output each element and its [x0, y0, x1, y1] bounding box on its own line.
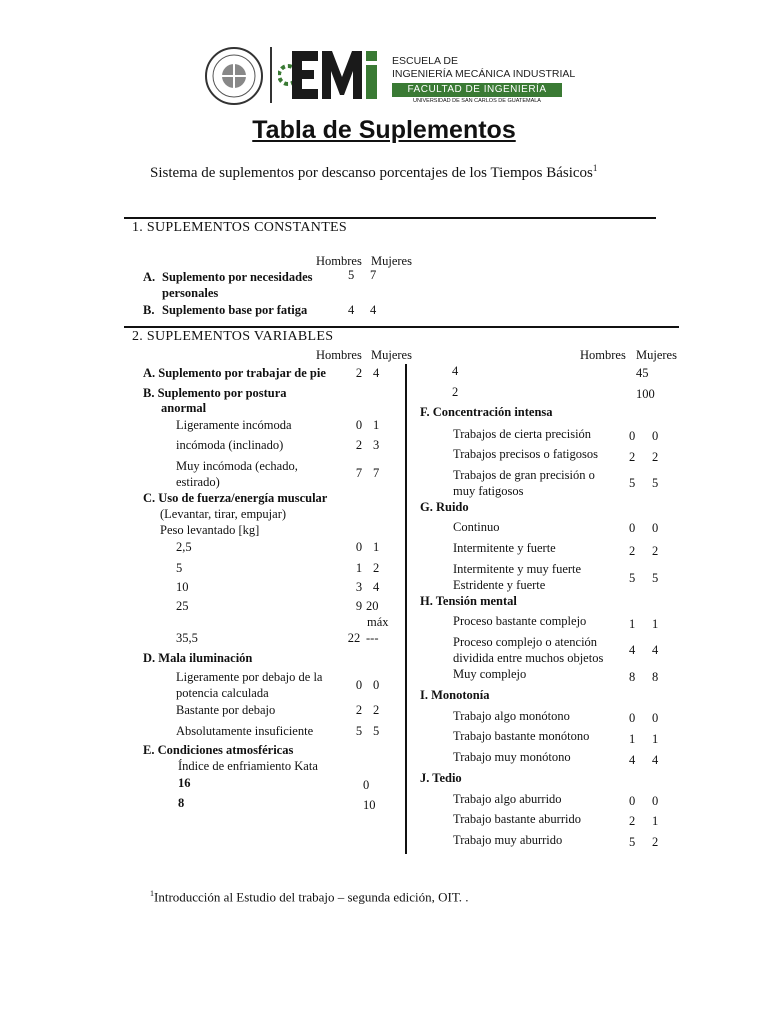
left-row-label: C. Uso de fuerza/energía muscular [143, 491, 328, 505]
logo-faculty-bar: FACULTAD DE INGENIERÍA [392, 83, 562, 97]
section1-b-women: 4 [370, 303, 377, 317]
right-row-label: Trabajos de gran precisión o [453, 468, 595, 482]
left-row-label: A. Suplemento por trabajar de pie [143, 366, 326, 380]
right-row-label: Trabajo muy monótono [453, 750, 571, 764]
left-row-men-value: 9 [355, 599, 363, 613]
right-row-men-value: 1 [629, 617, 636, 631]
section1-a-text2: personales [162, 286, 219, 300]
logo-line-1: ESCUELA DE [392, 55, 458, 67]
logo-text [392, 55, 575, 81]
section2-col-women: Mujeres [371, 348, 412, 362]
section1-a-text: Suplemento por necesidades [162, 270, 313, 284]
left-row-women-value: 1 [373, 418, 380, 432]
left-row-label: incómoda (inclinado) [176, 438, 284, 452]
column-divider [405, 364, 407, 854]
right-row-label: Trabajos precisos o fatigosos [453, 447, 599, 461]
left-row-label: (Levantar, tirar, empujar) [160, 507, 287, 521]
right-row-label: F. Concentración intensa [420, 405, 553, 419]
left-row-women-note: máx [367, 615, 389, 629]
right-row-men-value: 0 [629, 521, 636, 535]
right-row-women-value: 1 [652, 814, 659, 828]
right-row-label: Muy complejo [453, 667, 527, 681]
left-row-label: 16 [178, 776, 191, 790]
left-row-label: 5 [176, 561, 183, 575]
left-row-women-value: 2 [373, 561, 380, 575]
right-row-men-value: 0 [629, 429, 636, 443]
section2-heading: 2. SUPLEMENTOS VARIABLES [132, 329, 334, 344]
right-row-men-value: 5 [629, 476, 636, 490]
left-row-value: 0 [363, 778, 370, 792]
section1-b-men: 4 [348, 303, 355, 317]
section2-col-women-right: Mujeres [636, 348, 677, 362]
section1-a-men: 5 [348, 268, 355, 282]
right-row-men-value: 0 [629, 794, 636, 808]
right-row-label: Trabajo muy aburrido [453, 833, 563, 847]
right-row-women-value: 0 [652, 711, 659, 725]
right-row-label: dividida entre muchos objetos [453, 651, 604, 665]
section2-col-men: Hombres [316, 348, 362, 362]
left-row-value: 10 [363, 798, 376, 812]
left-row-women-value: 20 [366, 599, 379, 613]
right-row-women-value: 0 [652, 794, 659, 808]
left-row-men-value: 3 [355, 580, 363, 594]
right-row-women-value: 2 [652, 835, 659, 849]
right-row-women-value: 8 [652, 670, 659, 684]
subtitle-text: Sistema de suplementos por descanso porcentajes de los Tiempos Básicos [150, 165, 593, 181]
right-row-men-value: 8 [629, 670, 636, 684]
left-row-label: Ligeramente por debajo de la [176, 670, 323, 684]
right-row-label: Proceso complejo o atención [453, 635, 598, 649]
left-row-men-value: 22 [347, 631, 361, 645]
right-row-men-value: 2 [629, 450, 636, 464]
section1-col-women: Mujeres [371, 254, 412, 268]
left-row-label: Absolutamente insuficiente [176, 724, 314, 738]
left-row-women-value: 4 [373, 580, 380, 594]
left-row-men-value: 2 [355, 703, 363, 717]
right-row-label: Proceso bastante complejo [453, 614, 587, 628]
right-row-men-value: 1 [629, 732, 636, 746]
right-row-label: Trabajo algo aburrido [453, 792, 562, 806]
logo-divider [270, 47, 272, 103]
logo-university-text: UNIVERSIDAD DE SAN CARLOS DE GUATEMALA [413, 98, 541, 104]
section1-b-text: Suplemento base por fatiga [162, 303, 308, 317]
right-row-men-value: 4 [629, 643, 636, 657]
right-row-value: 100 [636, 387, 655, 401]
right-row-label: Trabajo bastante aburrido [453, 812, 581, 826]
left-row-label: Ligeramente incómoda [176, 418, 292, 432]
right-row-label: J. Tedio [420, 771, 462, 785]
left-row-label: B. Suplemento por postura [143, 386, 287, 400]
left-row-women-value: --- [366, 631, 379, 645]
left-row-women-value: 0 [373, 678, 380, 692]
right-row-men-value: 2 [629, 544, 636, 558]
left-row-label: 25 [176, 599, 189, 613]
emi-logo [278, 47, 382, 103]
footnote [150, 889, 469, 905]
left-row-label: Bastante por debajo [176, 703, 276, 717]
left-row-label: anormal [161, 401, 207, 415]
left-row-label: 2,5 [176, 540, 192, 554]
right-row-women-value: 2 [652, 450, 659, 464]
right-row-label: Estridente y fuerte [453, 578, 546, 592]
left-row-women-value: 5 [373, 724, 380, 738]
right-row-label: Continuo [453, 520, 500, 534]
left-row-label: E. Condiciones atmosféricas [143, 743, 294, 757]
section2-col-men-right: Hombres [580, 348, 626, 362]
right-row-women-value: 2 [652, 544, 659, 558]
right-row-label: G. Ruido [420, 500, 469, 514]
right-row-label: I. Monotonía [420, 688, 490, 702]
right-row-men-value: 2 [629, 814, 636, 828]
right-row-women-value: 1 [652, 732, 659, 746]
right-row-women-value: 4 [652, 643, 659, 657]
footnote-mark: 1 [150, 889, 154, 898]
section1-a-label: A. [143, 270, 156, 284]
right-row-women-value: 0 [652, 429, 659, 443]
left-row-women-value: 7 [373, 466, 380, 480]
left-row-label: 10 [176, 580, 189, 594]
right-row-men-value: 4 [629, 753, 636, 767]
section1-col-men: Hombres [316, 254, 362, 268]
left-row-men-value: 7 [355, 466, 363, 480]
section2-top-rule [124, 326, 679, 328]
left-row-label: Muy incómoda (echado, [176, 459, 298, 473]
left-row-women-value: 4 [373, 366, 380, 380]
left-row-men-value: 5 [355, 724, 363, 738]
right-row-label: muy fatigosos [453, 484, 524, 498]
left-row-women-value: 1 [373, 540, 380, 554]
right-row-women-value: 4 [652, 753, 659, 767]
subtitle-footnote-mark: 1 [592, 163, 598, 173]
right-row-label: 2 [452, 385, 459, 399]
right-row-label: 4 [452, 364, 459, 378]
left-row-label: potencia calculada [176, 686, 269, 700]
left-row-women-value: 3 [373, 438, 380, 452]
left-row-label: 35,5 [176, 631, 198, 645]
right-row-women-value: 0 [652, 521, 659, 535]
right-row-men-value: 5 [629, 571, 636, 585]
left-row-men-value: 0 [355, 678, 363, 692]
logo-line-2: INGENIERÍA MECÁNICA INDUSTRIAL [392, 68, 576, 80]
university-seal [202, 46, 266, 111]
section1-a-women: 7 [370, 268, 377, 282]
section1-heading: 1. SUPLEMENTOS CONSTANTES [132, 220, 347, 235]
left-row-label: Índice de enfriamiento Kata [178, 759, 318, 773]
right-row-label: Intermitente y fuerte [453, 541, 556, 555]
left-row-women-value: 2 [373, 703, 380, 717]
left-row-men-value: 0 [355, 418, 363, 432]
right-row-women-value: 5 [652, 476, 659, 490]
left-row-label: estirado) [176, 475, 220, 489]
right-row-men-value: 5 [629, 835, 636, 849]
left-row-label: D. Mala iluminación [143, 651, 253, 665]
right-row-label: Trabajos de cierta precisión [453, 427, 592, 441]
right-row-label: Trabajo bastante monótono [453, 729, 590, 743]
left-row-label: 8 [178, 796, 185, 810]
page-title: Tabla de Suplementos [252, 116, 516, 144]
right-row-label: Trabajo algo monótono [453, 709, 570, 723]
page-subtitle [150, 163, 597, 182]
left-row-men-value: 1 [355, 561, 363, 575]
section1-top-rule [124, 217, 656, 219]
right-row-women-value: 1 [652, 617, 659, 631]
right-row-label: Intermitente y muy fuerte [453, 562, 582, 576]
section1-b-label: B. [143, 303, 155, 317]
left-row-label: Peso levantado [kg] [160, 523, 260, 537]
left-row-men-value: 2 [355, 366, 363, 380]
left-row-men-value: 2 [355, 438, 363, 452]
left-row-men-value: 0 [355, 540, 363, 554]
right-row-label: H. Tensión mental [420, 594, 517, 608]
right-row-value: 45 [636, 366, 649, 380]
footnote-text: Introducción al Estudio del trabajo – segunda edición, OIT. . [154, 889, 469, 905]
right-row-women-value: 5 [652, 571, 659, 585]
right-row-men-value: 0 [629, 711, 636, 725]
